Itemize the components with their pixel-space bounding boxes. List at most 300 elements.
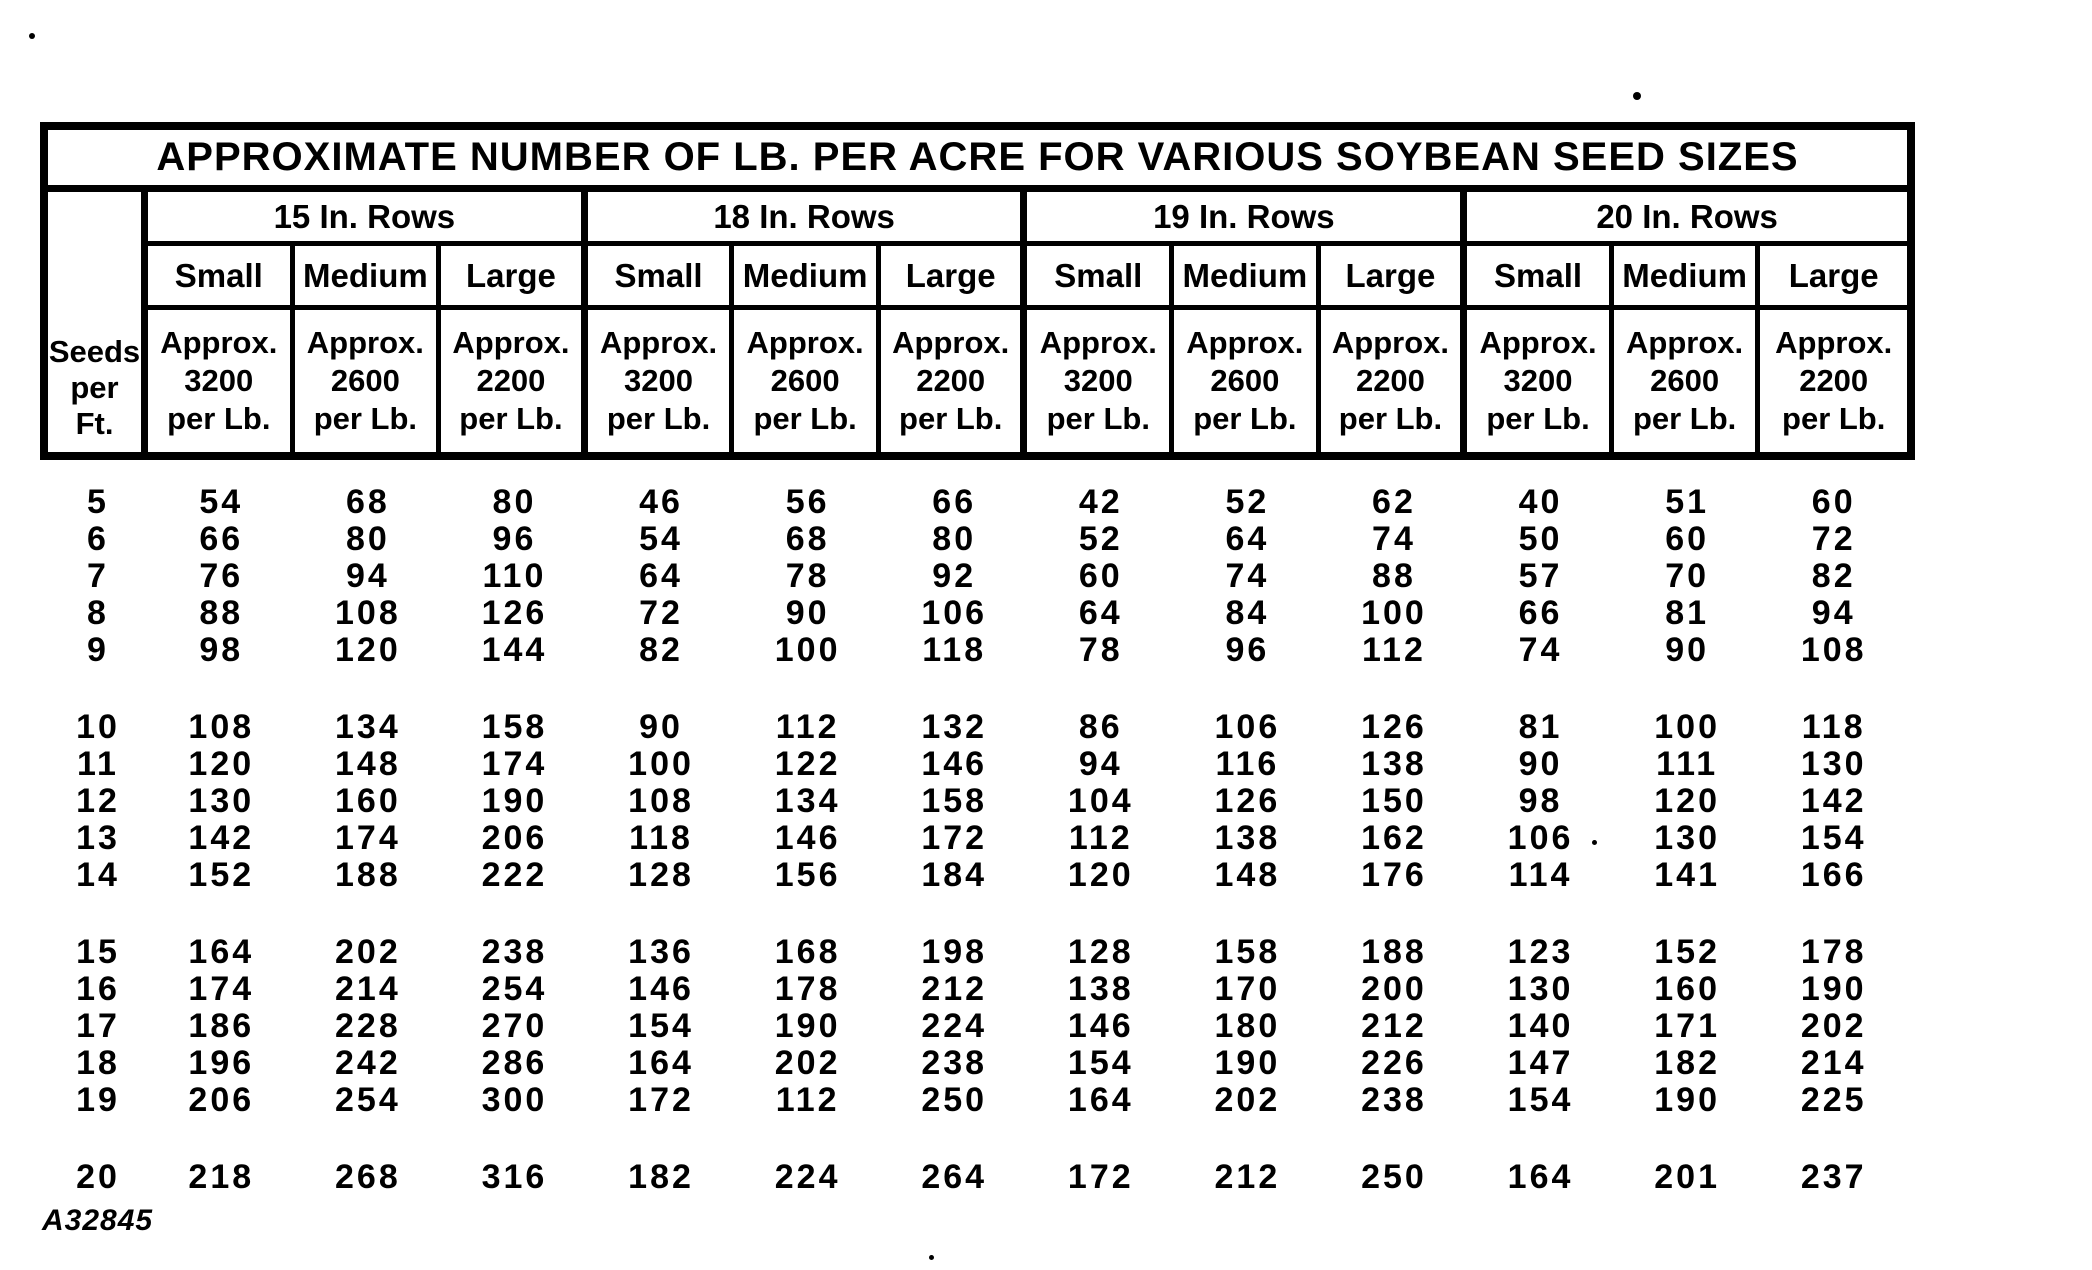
lb-per-acre-value: 172 xyxy=(628,1081,694,1119)
lb-per-acre-value: 88 xyxy=(199,594,244,632)
seeds-per-ft-value: 20 xyxy=(76,1158,120,1196)
corner-header-seeds-per-ft xyxy=(48,192,148,452)
approx-line: per Lb. xyxy=(313,401,418,436)
lb-per-acre-value: 64 xyxy=(639,557,683,595)
lb-per-acre-value: 154 xyxy=(1067,1044,1134,1082)
approx-line: per Lb. xyxy=(753,401,857,436)
approx-line: 2600 xyxy=(1650,363,1720,398)
lb-per-acre-value: 118 xyxy=(1801,708,1866,746)
lb-per-acre-value: 152 xyxy=(1654,933,1720,971)
lb-per-acre-value: 237 xyxy=(1800,1158,1867,1196)
approx-line: Approx. xyxy=(1479,325,1597,360)
lb-per-acre-value: 120 xyxy=(335,631,401,669)
lb-per-acre-value: 94 xyxy=(1078,745,1123,783)
size-header-medium: Medium xyxy=(734,246,881,310)
lb-per-acre-value: 172 xyxy=(921,819,988,857)
lb-per-acre-value: 80 xyxy=(932,520,977,558)
seeds-per-ft-value: 11 xyxy=(77,745,119,783)
approx-line: Approx. xyxy=(892,325,1010,360)
group-header-15in-rows: 15 In. Rows xyxy=(148,192,588,246)
scan-artifact-dot xyxy=(29,33,35,39)
lb-per-acre-value: 270 xyxy=(481,1007,548,1045)
lb-per-acre-value: 46 xyxy=(639,483,683,521)
approx-line: per Lb. xyxy=(1193,401,1297,436)
size-header-large: Large xyxy=(441,246,588,310)
seeds-per-ft-value: 13 xyxy=(76,819,120,857)
lb-per-acre-value: 202 xyxy=(335,933,401,971)
lb-per-acre-value: 100 xyxy=(628,745,694,783)
lb-per-acre-value: 158 xyxy=(481,708,548,746)
seeds-per-ft-value: 16 xyxy=(76,970,120,1008)
lb-per-acre-value: 180 xyxy=(1214,1007,1281,1045)
lb-per-acre-value: 126 xyxy=(481,594,548,632)
lb-per-acre-value: 242 xyxy=(335,1044,401,1082)
lb-per-acre-value: 118 xyxy=(922,631,987,669)
lb-per-acre-value: 136 xyxy=(628,933,694,971)
lb-per-acre-value: 68 xyxy=(345,483,390,521)
approx-line: 3200 xyxy=(1503,363,1573,398)
approx-header xyxy=(1614,310,1761,452)
seeds-per-ft-value: 7 xyxy=(87,557,109,595)
lb-per-acre-value: 120 xyxy=(1067,856,1134,894)
lb-per-acre-value: 80 xyxy=(492,483,537,521)
approx-line: 2200 xyxy=(1799,363,1869,398)
lb-per-acre-value: 214 xyxy=(335,970,401,1008)
lb-per-acre-value: 134 xyxy=(774,782,841,820)
lb-per-acre-value: 66 xyxy=(199,520,244,558)
lb-per-acre-value: 150 xyxy=(1361,782,1427,820)
lb-per-acre-value: 154 xyxy=(628,1007,694,1045)
lb-per-acre-value: 184 xyxy=(921,856,988,894)
lb-per-acre-value: 238 xyxy=(1361,1081,1427,1119)
lb-per-acre-value: 164 xyxy=(188,933,255,971)
figure-number: A32845 xyxy=(42,1204,154,1237)
lb-per-acre-value: 80 xyxy=(345,520,390,558)
lb-per-acre-value: 86 xyxy=(1078,708,1123,746)
lb-per-acre-value: 138 xyxy=(1361,745,1427,783)
lb-per-acre-value: 98 xyxy=(1518,782,1563,820)
lb-per-acre-value: 108 xyxy=(335,594,401,632)
scan-artifact-dot xyxy=(1592,840,1597,845)
lb-per-acre-value: 126 xyxy=(1361,708,1427,746)
table-header-grid xyxy=(48,192,1907,452)
table-row xyxy=(48,746,1907,783)
lb-per-acre-value: 190 xyxy=(481,782,548,820)
row-group-gap xyxy=(48,1119,1907,1159)
lb-per-acre-value: 74 xyxy=(1518,631,1563,669)
approx-line: per Lb. xyxy=(167,401,271,436)
approx-line: 2600 xyxy=(770,363,840,398)
table-row xyxy=(48,1045,1907,1082)
approx-line: per Lb. xyxy=(1338,401,1443,436)
table-row xyxy=(48,484,1907,521)
lb-per-acre-value: 132 xyxy=(921,708,988,746)
lb-per-acre-value: 52 xyxy=(1225,483,1270,521)
lb-per-acre-value: 142 xyxy=(1800,782,1867,820)
lb-per-acre-value: 164 xyxy=(628,1044,694,1082)
lb-per-acre-value: 171 xyxy=(1654,1007,1720,1045)
lb-per-acre-value: 178 xyxy=(1800,933,1867,971)
lb-per-acre-value: 218 xyxy=(188,1158,255,1196)
seeds-per-ft-value: 14 xyxy=(76,856,120,894)
lb-per-acre-value: 254 xyxy=(335,1081,401,1119)
lb-per-acre-value: 174 xyxy=(481,745,548,783)
lb-per-acre-value: 146 xyxy=(921,745,988,783)
size-header-medium: Medium xyxy=(1174,246,1321,310)
approx-line: 3200 xyxy=(1063,363,1133,398)
group-header-18in-rows: 18 In. Rows xyxy=(588,192,1028,246)
lb-per-acre-value: 94 xyxy=(1811,594,1856,632)
lb-per-acre-value: 60 xyxy=(1078,557,1123,595)
table-row xyxy=(48,558,1907,595)
lb-per-acre-value: 122 xyxy=(774,745,841,783)
lb-per-acre-value: 168 xyxy=(774,933,841,971)
approx-header xyxy=(734,310,881,452)
approx-header xyxy=(1467,310,1614,452)
lb-per-acre-value: 182 xyxy=(1654,1044,1720,1082)
lb-per-acre-value: 72 xyxy=(1811,520,1856,558)
lb-per-acre-value: 316 xyxy=(481,1158,548,1196)
approx-line: 3200 xyxy=(624,363,694,398)
seeds-per-ft-value: 18 xyxy=(76,1044,120,1082)
lb-per-acre-value: 56 xyxy=(785,483,830,521)
table-row xyxy=(48,595,1907,632)
row-group-gap xyxy=(48,669,1907,709)
group-header-19in-rows: 19 In. Rows xyxy=(1027,192,1467,246)
lb-per-acre-value: 225 xyxy=(1800,1081,1867,1119)
seeds-per-ft-value: 6 xyxy=(87,520,109,558)
approx-header xyxy=(1321,310,1468,452)
lb-per-acre-value: 174 xyxy=(335,819,401,857)
lb-per-acre-value: 146 xyxy=(1067,1007,1134,1045)
lb-per-acre-value: 51 xyxy=(1665,483,1710,521)
size-header-small: Small xyxy=(588,246,735,310)
lb-per-acre-value: 84 xyxy=(1225,594,1270,632)
lb-per-acre-value: 214 xyxy=(1800,1044,1867,1082)
approx-line: 2200 xyxy=(476,363,546,398)
lb-per-acre-value: 112 xyxy=(775,1081,840,1119)
lb-per-acre-value: 186 xyxy=(188,1007,255,1045)
lb-per-acre-value: 160 xyxy=(335,782,401,820)
approx-line: per Lb. xyxy=(1046,401,1150,436)
lb-per-acre-value: 104 xyxy=(1067,782,1134,820)
approx-line: 2600 xyxy=(330,363,400,398)
lb-per-acre-value: 108 xyxy=(188,708,255,746)
corner-line: Seeds xyxy=(48,334,141,369)
lb-per-acre-value: 81 xyxy=(1665,594,1710,632)
lb-per-acre-value: 198 xyxy=(921,933,988,971)
lb-per-acre-value: 176 xyxy=(1361,856,1427,894)
approx-line: 2200 xyxy=(916,363,986,398)
lb-per-acre-value: 72 xyxy=(639,594,683,632)
lb-per-acre-value: 112 xyxy=(1362,631,1426,669)
lb-per-acre-value: 52 xyxy=(1078,520,1123,558)
lb-per-acre-value: 148 xyxy=(1214,856,1281,894)
lb-per-acre-value: 40 xyxy=(1518,483,1563,521)
size-header-large: Large xyxy=(1321,246,1468,310)
lb-per-acre-value: 100 xyxy=(774,631,841,669)
lb-per-acre-value: 78 xyxy=(785,557,830,595)
lb-per-acre-value: 202 xyxy=(1800,1007,1867,1045)
lb-per-acre-value: 120 xyxy=(1654,782,1720,820)
lb-per-acre-value: 162 xyxy=(1361,819,1427,857)
lb-per-acre-value: 156 xyxy=(774,856,841,894)
lb-per-acre-value: 300 xyxy=(481,1081,548,1119)
lb-per-acre-value: 206 xyxy=(188,1081,255,1119)
lb-per-acre-value: 202 xyxy=(774,1044,841,1082)
lb-per-acre-value: 141 xyxy=(1654,856,1720,894)
lb-per-acre-value: 212 xyxy=(1214,1158,1281,1196)
approx-line: Approx. xyxy=(746,325,864,360)
table-row xyxy=(48,820,1907,857)
lb-per-acre-value: 123 xyxy=(1507,933,1574,971)
lb-per-acre-value: 134 xyxy=(335,708,401,746)
approx-line: 2600 xyxy=(1210,363,1280,398)
lb-per-acre-value: 118 xyxy=(629,819,693,857)
lb-per-acre-value: 190 xyxy=(1654,1081,1720,1119)
lb-per-acre-value: 68 xyxy=(785,520,830,558)
seeds-per-ft-value: 15 xyxy=(76,933,120,971)
lb-per-acre-value: 106 xyxy=(1507,819,1574,857)
corner-line: Ft. xyxy=(75,406,114,441)
approx-line: Approx. xyxy=(306,325,424,360)
lb-per-acre-value: 112 xyxy=(1068,819,1133,857)
lb-per-acre-value: 82 xyxy=(639,631,683,669)
lb-per-acre-value: 64 xyxy=(1225,520,1270,558)
lb-per-acre-value: 188 xyxy=(1361,933,1427,971)
lb-per-acre-value: 160 xyxy=(1654,970,1720,1008)
lb-per-acre-value: 66 xyxy=(1518,594,1563,632)
lb-per-acre-value: 60 xyxy=(1811,483,1856,521)
table-row xyxy=(48,632,1907,669)
lb-per-acre-value: 82 xyxy=(1811,557,1856,595)
lb-per-acre-value: 164 xyxy=(1507,1158,1574,1196)
approx-header xyxy=(1027,310,1174,452)
lb-per-acre-value: 146 xyxy=(774,819,841,857)
table-row xyxy=(48,1159,1907,1196)
lb-per-acre-value: 100 xyxy=(1361,594,1427,632)
lb-per-acre-value: 42 xyxy=(1078,483,1123,521)
lb-per-acre-value: 178 xyxy=(774,970,841,1008)
lb-per-acre-value: 74 xyxy=(1225,557,1270,595)
lb-per-acre-value: 212 xyxy=(921,970,988,1008)
lb-per-acre-value: 88 xyxy=(1372,557,1416,595)
size-header-small: Small xyxy=(148,246,295,310)
lb-per-acre-value: 64 xyxy=(1078,594,1123,632)
lb-per-acre-value: 62 xyxy=(1372,483,1416,521)
lb-per-acre-value: 190 xyxy=(774,1007,841,1045)
lb-per-acre-value: 70 xyxy=(1665,557,1710,595)
table-row xyxy=(48,971,1907,1008)
lb-per-acre-value: 190 xyxy=(1800,970,1867,1008)
lb-per-acre-value: 78 xyxy=(1078,631,1123,669)
approx-line: per Lb. xyxy=(606,401,711,436)
lb-per-acre-value: 98 xyxy=(199,631,244,669)
lb-per-acre-value: 140 xyxy=(1507,1007,1574,1045)
lb-per-acre-value: 116 xyxy=(1215,745,1280,783)
lb-per-acre-value: 128 xyxy=(628,856,694,894)
approx-line: per Lb. xyxy=(899,401,1003,436)
approx-line: Approx. xyxy=(1331,325,1449,360)
lb-per-acre-value: 90 xyxy=(1518,745,1563,783)
approx-header xyxy=(881,310,1028,452)
lb-per-acre-value: 154 xyxy=(1507,1081,1574,1119)
lb-per-acre-value: 172 xyxy=(1067,1158,1134,1196)
approx-header xyxy=(1760,310,1907,452)
lb-per-acre-value: 108 xyxy=(1800,631,1867,669)
lb-per-acre-value: 152 xyxy=(188,856,255,894)
approx-line: Approx. xyxy=(1775,325,1893,360)
table-title: APPROXIMATE NUMBER OF LB. PER ACRE FOR VARIOUS SOYBEAN SEED SIZES xyxy=(48,130,1907,192)
lb-per-acre-value: 130 xyxy=(188,782,255,820)
seeds-per-ft-value: 19 xyxy=(76,1081,120,1119)
approx-header xyxy=(148,310,295,452)
size-header-large: Large xyxy=(1760,246,1907,310)
lb-per-acre-value: 166 xyxy=(1800,856,1867,894)
lb-per-acre-value: 100 xyxy=(1654,708,1720,746)
group-header-20in-rows: 20 In. Rows xyxy=(1467,192,1907,246)
approx-header xyxy=(441,310,588,452)
approx-header xyxy=(1174,310,1321,452)
lb-per-acre-value: 130 xyxy=(1507,970,1574,1008)
lb-per-acre-value: 164 xyxy=(1067,1081,1134,1119)
lb-per-acre-value: 158 xyxy=(921,782,988,820)
lb-per-acre-value: 212 xyxy=(1361,1007,1427,1045)
approx-header xyxy=(295,310,442,452)
size-header-small: Small xyxy=(1467,246,1614,310)
lb-per-acre-value: 268 xyxy=(335,1158,401,1196)
approx-line: Approx. xyxy=(599,325,718,360)
size-header-large: Large xyxy=(881,246,1028,310)
lb-per-acre-value: 106 xyxy=(921,594,988,632)
size-header-small: Small xyxy=(1027,246,1174,310)
seeds-per-ft-value: 17 xyxy=(76,1007,120,1045)
lb-per-acre-value: 147 xyxy=(1507,1044,1574,1082)
lb-per-acre-value: 138 xyxy=(1214,819,1281,857)
approx-line: 3200 xyxy=(184,363,254,398)
lb-per-acre-value: 90 xyxy=(639,708,683,746)
table-row xyxy=(48,783,1907,820)
lb-per-acre-value: 224 xyxy=(774,1158,841,1196)
seeds-per-ft-value: 8 xyxy=(87,594,109,632)
approx-line: per Lb. xyxy=(1782,401,1886,436)
approx-line: Approx. xyxy=(452,325,570,360)
table-row xyxy=(48,521,1907,558)
table-body xyxy=(48,484,1907,1196)
lb-per-acre-value: 170 xyxy=(1214,970,1281,1008)
lb-per-acre-value: 130 xyxy=(1654,819,1720,857)
lb-per-acre-value: 286 xyxy=(481,1044,548,1082)
approx-line: Approx. xyxy=(1626,325,1744,360)
seeds-per-ft-value: 12 xyxy=(76,782,120,820)
approx-line: per Lb. xyxy=(1486,401,1590,436)
lb-per-acre-value: 111 xyxy=(1656,745,1719,783)
lb-per-acre-value: 182 xyxy=(628,1158,694,1196)
lb-per-acre-value: 74 xyxy=(1372,520,1416,558)
approx-line: 2200 xyxy=(1355,363,1425,398)
lb-per-acre-value: 108 xyxy=(628,782,694,820)
lb-per-acre-value: 120 xyxy=(188,745,255,783)
approx-line: per Lb. xyxy=(459,401,563,436)
lb-per-acre-value: 142 xyxy=(188,819,255,857)
lb-per-acre-value: 54 xyxy=(639,520,683,558)
lb-per-acre-value: 144 xyxy=(481,631,548,669)
lb-per-acre-value: 81 xyxy=(1518,708,1563,746)
lb-per-acre-value: 201 xyxy=(1654,1158,1720,1196)
corner-line: per xyxy=(70,370,119,405)
lb-per-acre-value: 190 xyxy=(1214,1044,1281,1082)
seeds-per-ft-value: 5 xyxy=(87,483,109,521)
lb-per-acre-value: 76 xyxy=(199,557,244,595)
lb-per-acre-value: 206 xyxy=(481,819,548,857)
table-row xyxy=(48,857,1907,894)
lb-per-acre-value: 224 xyxy=(921,1007,988,1045)
lb-per-acre-value: 264 xyxy=(921,1158,988,1196)
seeds-per-ft-value: 9 xyxy=(87,631,109,669)
lb-per-acre-value: 110 xyxy=(482,557,547,595)
lb-per-acre-value: 126 xyxy=(1214,782,1281,820)
lb-per-acre-value: 96 xyxy=(492,520,537,558)
lb-per-acre-value: 238 xyxy=(921,1044,988,1082)
approx-line: Approx. xyxy=(160,325,278,360)
table-row xyxy=(48,1082,1907,1119)
lb-per-acre-value: 60 xyxy=(1665,520,1710,558)
lb-per-acre-value: 158 xyxy=(1214,933,1281,971)
lb-per-acre-value: 128 xyxy=(1067,933,1134,971)
lb-per-acre-value: 114 xyxy=(1508,856,1573,894)
lb-per-acre-value: 130 xyxy=(1800,745,1867,783)
lb-per-acre-value: 57 xyxy=(1518,557,1563,595)
lb-per-acre-value: 146 xyxy=(628,970,694,1008)
lb-per-acre-value: 250 xyxy=(1361,1158,1427,1196)
lb-per-acre-value: 106 xyxy=(1214,708,1281,746)
lb-per-acre-value: 188 xyxy=(335,856,401,894)
table-row xyxy=(48,709,1907,746)
lb-per-acre-value: 196 xyxy=(188,1044,255,1082)
lb-per-acre-value: 228 xyxy=(335,1007,401,1045)
lb-per-acre-value: 66 xyxy=(932,483,977,521)
approx-line: Approx. xyxy=(1186,325,1304,360)
approx-header xyxy=(588,310,735,452)
lb-per-acre-value: 154 xyxy=(1800,819,1867,857)
lb-per-acre-value: 50 xyxy=(1518,520,1563,558)
lb-per-acre-value: 90 xyxy=(785,594,830,632)
lb-per-acre-value: 148 xyxy=(335,745,401,783)
table-header-box xyxy=(40,122,1915,460)
lb-per-acre-value: 226 xyxy=(1361,1044,1427,1082)
lb-per-acre-value: 94 xyxy=(345,557,390,595)
lb-per-acre-value: 54 xyxy=(199,483,244,521)
lb-per-acre-value: 200 xyxy=(1361,970,1427,1008)
row-group-gap xyxy=(48,894,1907,934)
scan-artifact-dot xyxy=(929,1255,934,1260)
seeds-per-ft-value: 10 xyxy=(76,708,120,746)
lb-per-acre-value: 174 xyxy=(188,970,255,1008)
lb-per-acre-value: 138 xyxy=(1067,970,1134,1008)
lb-per-acre-value: 92 xyxy=(932,557,977,595)
size-header-medium: Medium xyxy=(295,246,442,310)
lb-per-acre-value: 90 xyxy=(1665,631,1710,669)
lb-per-acre-value: 254 xyxy=(481,970,548,1008)
table-row xyxy=(48,934,1907,971)
size-header-medium: Medium xyxy=(1614,246,1761,310)
lb-per-acre-value: 202 xyxy=(1214,1081,1281,1119)
lb-per-acre-value: 250 xyxy=(921,1081,988,1119)
table-row xyxy=(48,1008,1907,1045)
lb-per-acre-value: 96 xyxy=(1225,631,1270,669)
lb-per-acre-value: 222 xyxy=(481,856,548,894)
approx-line: per Lb. xyxy=(1632,401,1737,436)
